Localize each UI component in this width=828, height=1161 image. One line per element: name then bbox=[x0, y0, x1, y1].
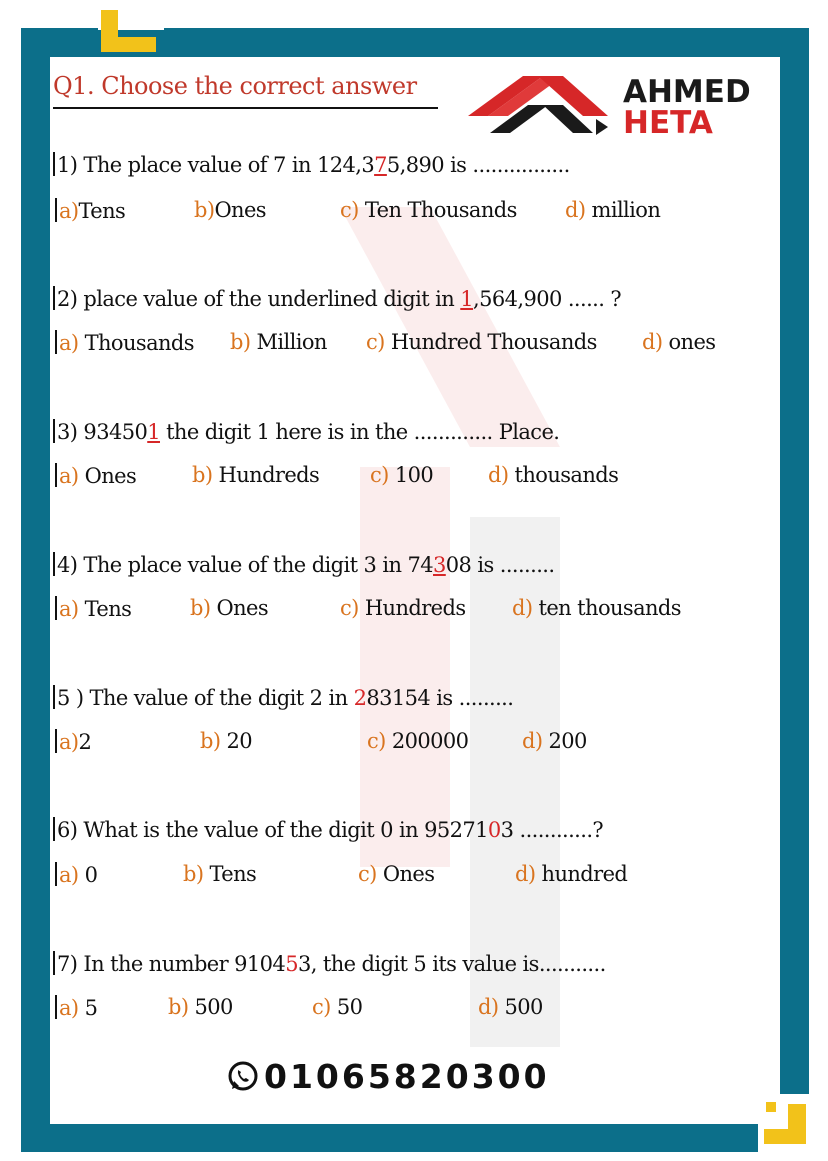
question-4-option-c[interactable]: c) Hundreds bbox=[340, 596, 466, 620]
question-4-option-a[interactable]: a) Tens bbox=[55, 596, 131, 621]
question-2-option-c[interactable]: c) Hundred Thousands bbox=[366, 330, 597, 354]
question-7-option-d[interactable]: d) 500 bbox=[478, 995, 543, 1019]
question-3-option-d[interactable]: d) thousands bbox=[488, 463, 619, 487]
question-1: 1) The place value of 7 in 124,375,890 is ................ bbox=[53, 152, 570, 177]
question-6-option-b[interactable]: b) Tens bbox=[183, 862, 257, 886]
highlighted-digit: 7 bbox=[374, 153, 387, 177]
question-5-option-a[interactable]: a)2 bbox=[55, 729, 91, 754]
question-4-option-d[interactable]: d) ten thousands bbox=[512, 596, 681, 620]
question-2-option-d[interactable]: d) ones bbox=[642, 330, 716, 354]
question-3-option-b[interactable]: b) Hundreds bbox=[192, 463, 320, 487]
corner-ornament-top-icon bbox=[101, 10, 156, 52]
question-7-option-c[interactable]: c) 50 bbox=[312, 995, 363, 1019]
question-6-option-d[interactable]: d) hundred bbox=[515, 862, 628, 886]
highlighted-digit: 2 bbox=[353, 686, 367, 710]
whatsapp-icon bbox=[228, 1061, 258, 1091]
heading-underline bbox=[53, 107, 438, 109]
question-2: 2) place value of the underlined digit in 1,564,900 ...... ? bbox=[53, 286, 621, 311]
question-7-option-a[interactable]: a) 5 bbox=[55, 995, 97, 1020]
contact-phone bbox=[228, 1057, 550, 1096]
question-2-option-b[interactable]: b) Million bbox=[230, 330, 327, 354]
question-2-option-a[interactable]: a) Thousands bbox=[55, 330, 194, 355]
question-7-option-b[interactable]: b) 500 bbox=[168, 995, 233, 1019]
question-1-option-d[interactable]: d) million bbox=[565, 198, 661, 222]
question-4: 4) The place value of the digit 3 in 74308 is ......... bbox=[53, 552, 554, 577]
highlighted-digit: 1 bbox=[147, 420, 160, 444]
question-7: 7) In the number 910453, the digit 5 its value is........... bbox=[53, 951, 606, 976]
question-5-option-d[interactable]: d) 200 bbox=[522, 729, 587, 753]
highlighted-digit: 1 bbox=[460, 287, 474, 311]
question-6-option-c[interactable]: c) Ones bbox=[358, 862, 435, 886]
highlighted-digit: 5 bbox=[285, 952, 298, 976]
logo-mark-icon bbox=[468, 71, 608, 141]
question-5: 5 ) The value of the digit 2 in 283154 is ......... bbox=[53, 685, 513, 710]
question-1-option-c[interactable]: c) Ten Thousands bbox=[340, 198, 517, 222]
question-1-option-b[interactable]: b)Ones bbox=[194, 198, 266, 222]
question-6: 6) What is the value of the digit 0 in 9527103 ............? bbox=[53, 817, 603, 842]
question-1-option-a[interactable]: a)Tens bbox=[55, 198, 125, 223]
question-3: 3) 934501 the digit 1 here is in the ............. Place. bbox=[53, 419, 559, 444]
phone-number: 01065820300 bbox=[264, 1057, 550, 1096]
question-bar bbox=[53, 152, 55, 176]
question-3-option-a[interactable]: a) Ones bbox=[55, 463, 136, 488]
question-6-option-a[interactable]: a) 0 bbox=[55, 862, 97, 887]
question-3-option-c[interactable]: c) 100 bbox=[370, 463, 434, 487]
brand-logo bbox=[468, 71, 768, 141]
question-5-option-c[interactable]: c) 200000 bbox=[367, 729, 469, 753]
corner-ornament-bottom-icon bbox=[758, 1094, 818, 1152]
logo-line-2: HETA bbox=[623, 105, 713, 141]
worksheet bbox=[50, 57, 780, 1124]
highlighted-digit: 0 bbox=[487, 818, 501, 842]
highlighted-digit: 3 bbox=[433, 553, 446, 577]
question-5-option-b[interactable]: b) 20 bbox=[200, 729, 253, 753]
logo-line-1: AHMED bbox=[623, 74, 751, 110]
worksheet-heading: Q1. Choose the correct answer bbox=[53, 72, 417, 100]
question-4-option-b[interactable]: b) Ones bbox=[190, 596, 269, 620]
